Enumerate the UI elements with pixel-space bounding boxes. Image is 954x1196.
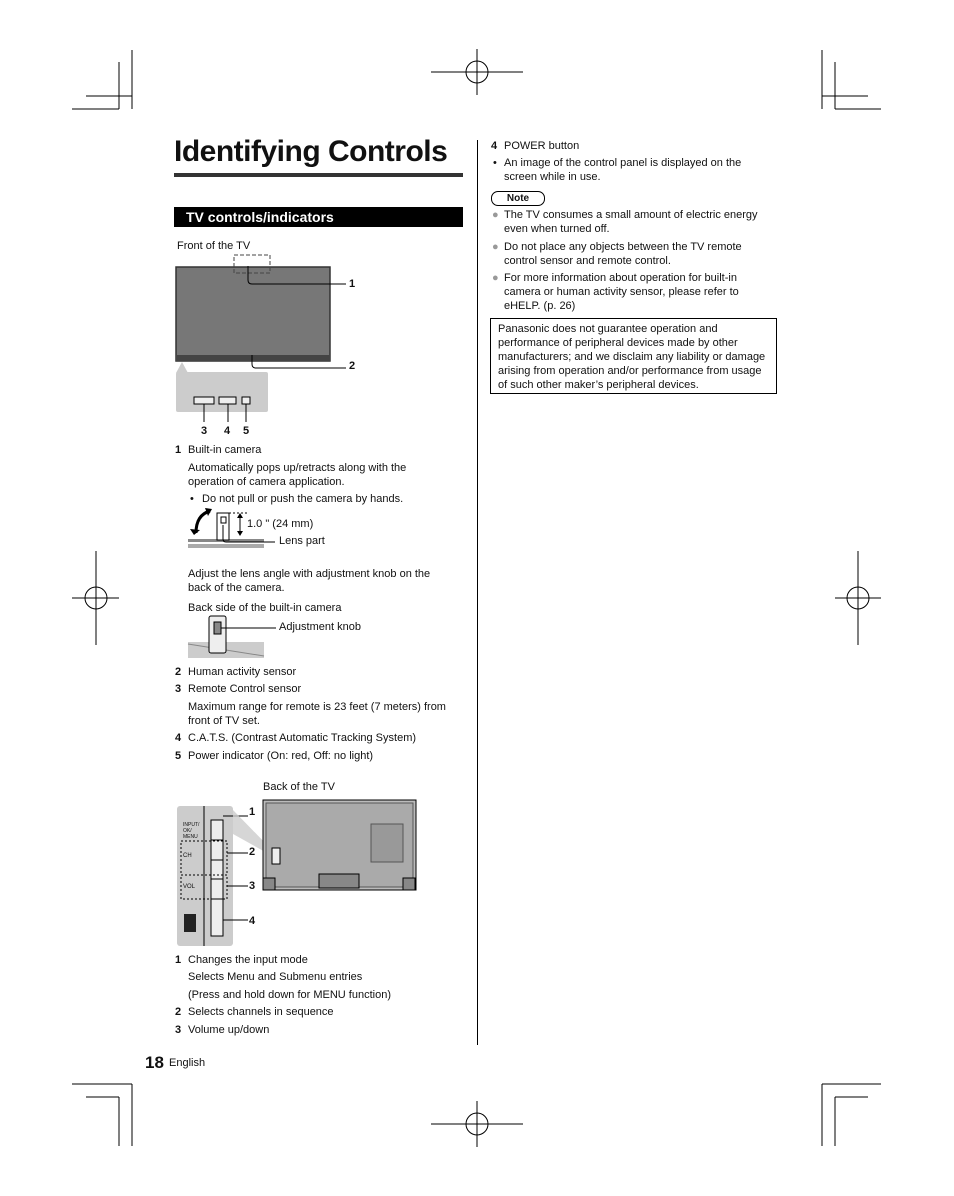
item-number: 3 xyxy=(175,1024,182,1036)
knob-label: Adjustment knob xyxy=(279,621,361,633)
vol-label: VOL xyxy=(183,884,196,890)
lens-label: Lens part xyxy=(279,535,325,547)
page-number: 18 xyxy=(145,1053,164,1072)
note-text: For more information about operation for built-in xyxy=(504,272,737,284)
adjust-text: back of the camera. xyxy=(188,582,285,594)
item-text: Selects channels in sequence xyxy=(188,1006,334,1018)
back-camera-label: Back side of the built-in camera xyxy=(188,602,342,614)
front-of-tv-label: Front of the TV xyxy=(177,240,251,252)
callout-4: 4 xyxy=(224,425,231,437)
item-text: (Press and hold down for MENU function) xyxy=(188,989,391,1001)
power-bullet: screen while in use. xyxy=(504,171,601,183)
section-heading xyxy=(174,207,463,227)
remote-range: front of TV set. xyxy=(188,715,260,727)
note-text: even when turned off. xyxy=(504,223,610,235)
note-text: camera or human activity sensor, please refer to xyxy=(504,286,739,298)
camera-description: operation of camera application. xyxy=(188,476,345,488)
back-callout-3: 3 xyxy=(249,880,256,892)
camera-bullet: Do not pull or push the camera by hands. xyxy=(202,493,404,505)
back-tv-diagram xyxy=(174,796,424,948)
bullet: • xyxy=(190,493,194,505)
item-number: 4 xyxy=(175,732,182,744)
page-title: Identifying Controls xyxy=(174,135,448,168)
item-text: Built-in camera xyxy=(188,444,262,456)
callout-1: 1 xyxy=(349,278,356,290)
note-text: control sensor and remote control. xyxy=(504,255,671,267)
item-text: C.A.T.S. (Contrast Automatic Tracking System) xyxy=(188,732,417,744)
power-bullet: An image of the control panel is displayed on the xyxy=(504,157,742,169)
back-callout-2: 2 xyxy=(249,846,256,858)
note-text: eHELP. (p. 26) xyxy=(504,300,576,312)
column-divider xyxy=(477,140,478,1045)
item-number: 5 xyxy=(175,750,182,762)
input-button-label: INPUT/ OK/ MENU xyxy=(183,822,200,840)
camera-height: 1.0 " (24 mm) xyxy=(247,518,314,530)
item-text: POWER button xyxy=(504,140,580,152)
item-text: Human activity sensor xyxy=(188,666,297,678)
item-number: 4 xyxy=(491,140,498,152)
front-tv-diagram xyxy=(174,252,364,437)
item-text: Power indicator (On: red, Off: no light) xyxy=(188,750,374,762)
language-label: English xyxy=(169,1057,206,1069)
item-text: Selects Menu and Submenu entries xyxy=(188,971,363,983)
disclaimer-box: Panasonic does not guarantee operation and performance of peripheral devices made by other manufacturers; and we disclaim any liability or damage arising from operation and/or performance from usage of such other maker’s peripheral devices. xyxy=(490,318,777,394)
item-text: Volume up/down xyxy=(188,1024,270,1036)
ch-label: CH xyxy=(183,853,192,859)
item-number: 3 xyxy=(175,683,182,695)
note-text: Do not place any objects between the TV remote xyxy=(504,241,742,253)
note-tag: Note xyxy=(491,191,545,206)
title-rule xyxy=(174,173,463,177)
camera-back-diagram xyxy=(186,612,286,662)
callout-2: 2 xyxy=(349,360,356,372)
back-callout-4: 4 xyxy=(249,915,256,927)
item-number: 2 xyxy=(175,1006,182,1018)
item-number: 1 xyxy=(175,954,182,966)
item-number: 1 xyxy=(175,444,182,456)
adjust-text: Adjust the lens angle with adjustment knob on the xyxy=(188,568,431,580)
remote-range: Maximum range for remote is 23 feet (7 meters) from xyxy=(188,701,446,713)
note-text: The TV consumes a small amount of electric energy xyxy=(504,209,758,221)
camera-description: Automatically pops up/retracts along with the xyxy=(188,462,407,474)
back-callout-1: 1 xyxy=(249,806,256,818)
callout-3: 3 xyxy=(201,425,208,437)
bullet: • xyxy=(493,157,497,169)
note-bullet: ● xyxy=(492,209,499,221)
section-heading-text: TV controls/indicators xyxy=(186,209,334,225)
item-number: 2 xyxy=(175,666,182,678)
item-text: Remote Control sensor xyxy=(188,683,302,695)
callout-5: 5 xyxy=(243,425,250,437)
back-of-tv-label: Back of the TV xyxy=(263,781,335,793)
note-bullet: ● xyxy=(492,241,499,253)
item-text: Changes the input mode xyxy=(188,954,308,966)
note-bullet: ● xyxy=(492,272,499,284)
